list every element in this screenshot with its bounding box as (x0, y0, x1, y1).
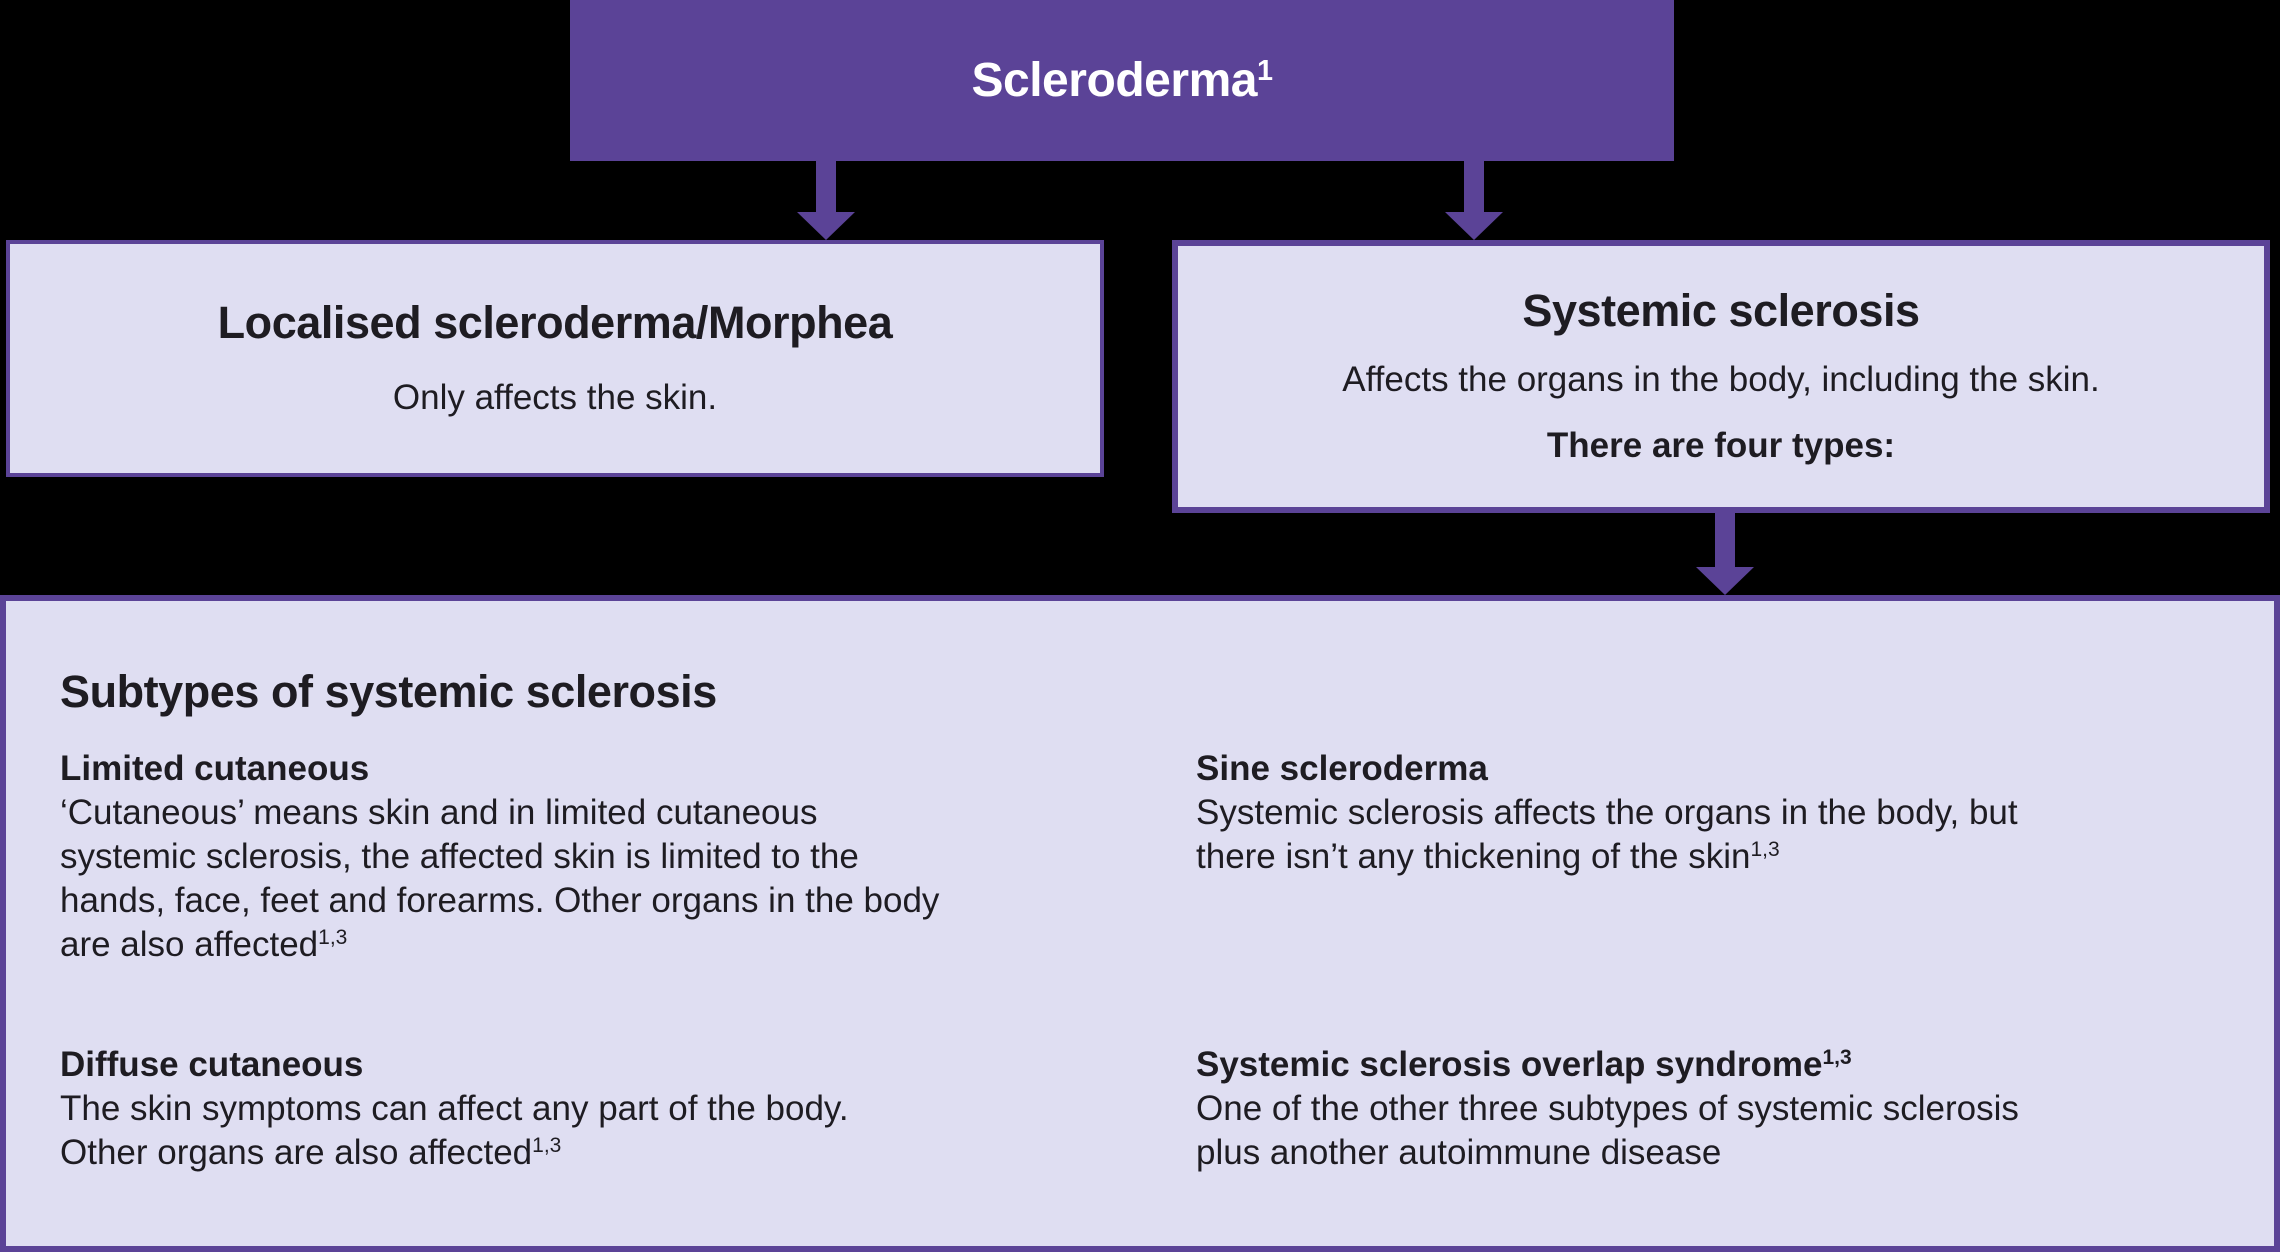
arrow-to-subtypes (1696, 513, 1754, 595)
node-description: Only affects the skin. (392, 378, 718, 418)
arrow-head-icon (1445, 212, 1503, 240)
body-line-text: there isn’t any thickening of the skin (1196, 837, 1751, 876)
node-description: Affects the organs in the body, including the skin. (1342, 360, 2100, 400)
arrow-to-systemic (1445, 161, 1503, 240)
reference-superscript: 1,3 (1822, 1046, 1852, 1070)
node-systemic-sclerosis (1172, 240, 2270, 513)
body-line: Systemic sclerosis affects the organs in the body, but (1196, 793, 2018, 832)
subtype-title-text: Sine scleroderma (1196, 749, 1488, 788)
node-localised-scleroderma (6, 240, 1104, 477)
arrow-head-icon (1696, 567, 1754, 595)
node-scleroderma (570, 0, 1674, 161)
body-line-text: are also affected (60, 925, 319, 964)
arrow-to-localised (797, 161, 855, 240)
body-line: systemic sclerosis, the affected skin is limited to the (60, 837, 859, 876)
subtype-grid (60, 747, 2214, 1175)
arrow-stem (816, 161, 836, 212)
subtype-sine-scleroderma (1196, 747, 2214, 967)
subtype-title (60, 1043, 1196, 1087)
subtype-body (60, 791, 1196, 967)
panel-subtypes (0, 595, 2280, 1252)
arrow-stem (1715, 513, 1735, 567)
reference-superscript: 1 (1257, 55, 1273, 88)
subtype-title (1196, 747, 2214, 791)
subtype-body (1196, 1087, 2214, 1175)
body-line: One of the other three subtypes of systemic sclerosis (1196, 1089, 2019, 1128)
body-line (1196, 1131, 2214, 1175)
subtype-overlap-syndrome (1196, 1043, 2214, 1175)
body-line (1196, 835, 2214, 879)
body-line: ‘Cutaneous’ means skin and in limited cutaneous (60, 793, 818, 832)
node-title: Localised scleroderma/Morphea (217, 296, 893, 348)
subtype-diffuse-cutaneous (60, 1043, 1196, 1175)
body-line: The skin symptoms can affect any part of the body. (60, 1089, 849, 1128)
subtype-title (60, 747, 1196, 791)
panel-heading: Subtypes of systemic sclerosis (60, 666, 717, 717)
node-scleroderma-title-text: Scleroderma (971, 54, 1257, 107)
body-line (60, 1131, 1196, 1175)
subtype-title (1196, 1043, 2214, 1087)
node-title: Systemic sclerosis (1522, 284, 1920, 336)
node-scleroderma-title (971, 53, 1272, 108)
body-line (60, 923, 1196, 967)
subtype-title-text: Limited cutaneous (60, 749, 370, 788)
arrow-head-icon (797, 212, 855, 240)
subtype-limited-cutaneous (60, 747, 1196, 967)
subtype-body (1196, 791, 2214, 879)
subtype-title-text: Systemic sclerosis overlap syndrome (1196, 1045, 1823, 1084)
reference-superscript: 1,3 (532, 1134, 562, 1158)
reference-superscript: 1,3 (318, 926, 348, 950)
body-line: hands, face, feet and forearms. Other organs in the body (60, 881, 940, 920)
body-line-text: Other organs are also affected (60, 1133, 533, 1172)
arrow-stem (1464, 161, 1484, 212)
node-note: There are four types: (1546, 426, 1896, 466)
reference-superscript: 1,3 (1750, 838, 1780, 862)
body-line-text: plus another autoimmune disease (1196, 1133, 1722, 1172)
subtype-body (60, 1087, 1196, 1175)
subtype-title-text: Diffuse cutaneous (60, 1045, 364, 1084)
